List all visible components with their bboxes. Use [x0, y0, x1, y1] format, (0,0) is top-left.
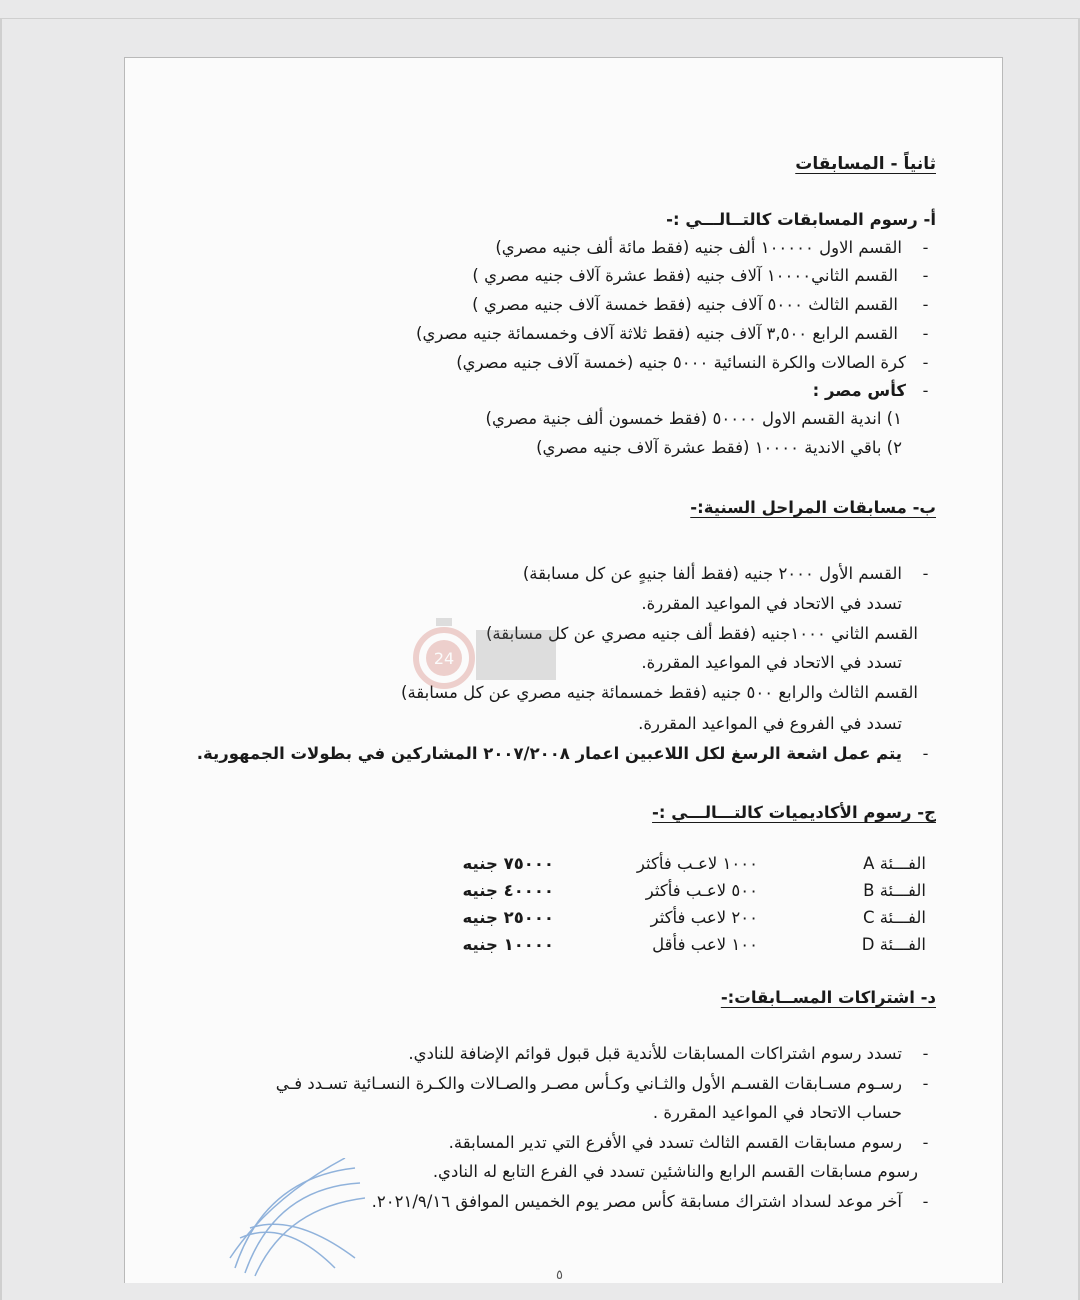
academy-players: ٢٠٠ لاعب فأكثر — [650, 908, 758, 927]
subscriptions-heading: د- اشتراكات المســابقات:- — [720, 988, 936, 1007]
youth-note: تسدد في الفروع في المواعيد المقررة. — [638, 714, 902, 733]
bullet-dash: - — [922, 1074, 929, 1093]
window-frame-top — [0, 18, 1080, 19]
subscription-item: رسوم مسابقات القسم الثالث تسدد في الأفرع التي تدير المسابقة. — [448, 1133, 902, 1152]
subscription-item: رسـوم مسـابقات القسـم الأول والثـاني وكـأس مصـر والصـالات والكـرة النسـائية تسـدد فـي — [275, 1074, 902, 1093]
academy-players: ١٠٠ لاعب فأقل — [652, 935, 758, 954]
bullet-dash: - — [922, 381, 929, 400]
fee-item: القسم الرابع ٣,٥٠٠ آلاف جنيه (فقط ثلاثة آلاف وخمسمائة جنيه مصري) — [416, 324, 898, 343]
bullet-dash: - — [922, 324, 929, 343]
academy-fee: ٢٥٠٠٠ جنيه — [462, 908, 554, 927]
academy-fee: ٤٠٠٠٠ جنيه — [462, 881, 554, 900]
bullet-dash: - — [922, 238, 929, 257]
svg-text:24: 24 — [433, 649, 455, 668]
fee-item: كرة الصالات والكرة النسائية ٥٠٠٠ جنيه (خمسة آلاف جنيه مصري) — [456, 353, 906, 372]
section-title: ثانياً - المسابقات — [795, 154, 936, 174]
academies-heading: ج- رسوم الأكاديميات كالتـــالـــي :- — [652, 803, 936, 822]
youth-note: تسدد في الاتحاد في المواعيد المقررة. — [641, 594, 902, 613]
academy-category: الفـــئة C — [862, 908, 926, 927]
bullet-dash: - — [922, 295, 929, 314]
fee-item: القسم الثالث ٥٠٠٠ آلاف جنيه (فقط خمسة آلاف جنيه مصري ) — [472, 295, 898, 314]
bullet-dash: - — [922, 744, 929, 763]
window-frame-left — [0, 18, 2, 1300]
academy-category: الفـــئة B — [863, 881, 926, 900]
academy-category: الفـــئة D — [861, 935, 926, 954]
academy-fee: ١٠٠٠٠ جنيه — [462, 935, 554, 954]
page-number: ٥ — [556, 1268, 563, 1283]
academy-category: الفـــئة A — [863, 854, 926, 873]
academy-players: ٥٠٠ لاعـب فأكثر — [645, 881, 758, 900]
academy-players: ١٠٠٠ لاعـب فأكثر — [636, 854, 758, 873]
bullet-dash: - — [922, 353, 929, 372]
youth-note: تسدد في الاتحاد في المواعيد المقررة. — [641, 653, 902, 672]
fees-heading: أ- رسوم المسابقات كالتــالـــي :- — [666, 210, 936, 229]
official-stamp — [225, 1158, 365, 1278]
bullet-dash: - — [922, 564, 929, 583]
bullet-dash: - — [922, 1044, 929, 1063]
youth-item: القسم الأول ٢٠٠٠ جنيه (فقط ألفا جنيهٍ عن كل مسابقة) — [522, 564, 902, 583]
egypt-cup-label: كأس مصر : — [812, 381, 906, 400]
bullet-dash: - — [922, 1133, 929, 1152]
bullet-dash: - — [922, 1192, 929, 1211]
xray-notice: يتم عمل اشعة الرسغ لكل اللاعبين اعمار ٢٠٠٧/٢٠٠٨ المشاركين في بطولات الجمهورية. — [196, 744, 902, 763]
youth-heading: ب- مسابقات المراحل السنية:- — [690, 498, 936, 517]
cup-item: ١) اندية القسم الاول ٥٠٠٠٠ (فقط خمسون ألف جنية مصري) — [485, 409, 902, 428]
bullet-dash: - — [922, 266, 929, 285]
academy-fee: ٧٥٠٠٠ جنيه — [462, 854, 554, 873]
fee-item: القسم الاول ١٠٠٠٠٠ ألف جنيه (فقط مائة ألف جنيه مصري) — [495, 238, 902, 257]
subscription-item: حساب الاتحاد في المواعيد المقررة . — [652, 1103, 902, 1122]
subscription-item: رسوم مسابقات القسم الرابع والناشئين تسدد في الفرع التابع له النادي. — [432, 1162, 918, 1181]
fee-item: القسم الثاني١٠٠٠٠ آلاف جنيه (فقط عشرة آلاف جنيه مصري ) — [472, 266, 898, 285]
subscription-item: تسدد رسوم اشتراكات المسابقات للأندية قبل قبول قوائم الإضافة للنادي. — [408, 1044, 902, 1063]
youth-item: القسم الثاني ١٠٠٠جنيه (فقط ألف جنيه مصري عن كل مسابقة) — [485, 624, 918, 643]
news-watermark-logo — [400, 600, 560, 710]
document-page — [124, 57, 1003, 1283]
youth-item: القسم الثالث والرابع ٥٠٠ جنيه (فقط خمسمائة جنيه مصري عن كل مسابقة) — [401, 683, 918, 702]
cup-item: ٢) باقي الاندية ١٠٠٠٠ (فقط عشرة آلاف جنيه مصري) — [536, 438, 902, 457]
subscription-item: آخر موعد لسداد اشتراك مسابقة كأس مصر يوم الخميس الموافق ٢٠٢١/٩/١٦. — [371, 1192, 902, 1211]
